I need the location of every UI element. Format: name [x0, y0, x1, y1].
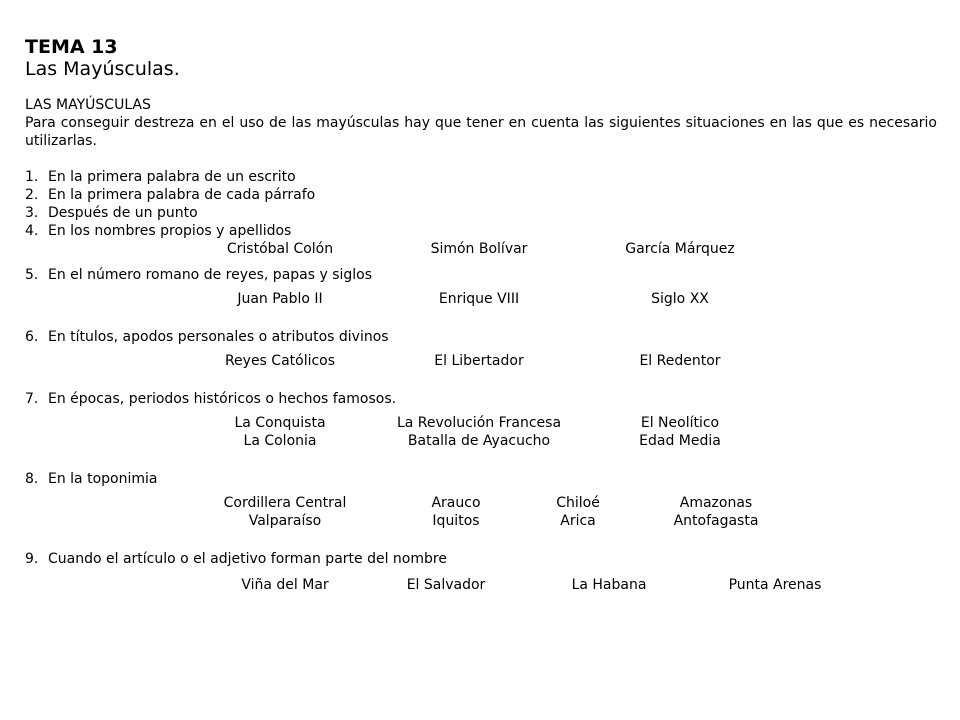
- spacer: [25, 594, 937, 600]
- rule-item: [25, 186, 937, 204]
- examples-row: [25, 494, 937, 530]
- rule-text: En títulos, apodos personales o atributos divinos: [48, 329, 389, 345]
- example-term: La Conquista La Colonia: [234, 415, 326, 449]
- rule-number: 4.: [25, 223, 39, 239]
- rule-text: En los nombres propios y apellidos: [48, 223, 292, 239]
- example-term: El Redentor: [639, 353, 721, 369]
- examples-row: [25, 290, 937, 308]
- rule-text: En el número romano de reyes, papas y siglos: [48, 267, 373, 283]
- rule-item: [25, 470, 937, 488]
- document-page: [25, 36, 937, 600]
- rule-number: 6.: [25, 329, 39, 345]
- example-term: Arauco Iquitos: [431, 495, 481, 529]
- rule-number: 3.: [25, 205, 39, 221]
- rule-text: En la primera palabra de un escrito: [48, 169, 296, 185]
- example-term: Punta Arenas: [728, 577, 822, 593]
- example-term: El Neolítico Edad Media: [639, 415, 721, 449]
- example-term: El Libertador: [434, 353, 524, 369]
- rules-list: [25, 168, 937, 600]
- example-term: Viña del Mar: [241, 577, 329, 593]
- example-term: Cordillera Central Valparaíso: [223, 495, 347, 529]
- rule-item: [25, 204, 937, 222]
- example-term: El Salvador: [406, 577, 486, 593]
- spacer: [25, 258, 937, 266]
- rule-number: 1.: [25, 169, 39, 185]
- section-intro: Para conseguir destreza en el uso de las mayúsculas hay que tener en cuenta las siguientes situaciones en las que es necesario utilizarlas.: [25, 115, 937, 149]
- rule-item: [25, 390, 937, 408]
- rule-text: Después de un punto: [48, 205, 198, 221]
- rule-item: [25, 266, 937, 284]
- example-term: La Habana: [571, 577, 647, 593]
- spacer: [25, 456, 937, 470]
- example-term: Chiloé Arica: [556, 495, 600, 529]
- rule-item: [25, 168, 937, 186]
- examples-row: [25, 352, 937, 370]
- rule-number: 9.: [25, 551, 39, 567]
- rule-text: En la toponimia: [48, 471, 158, 487]
- spacer: [25, 568, 937, 576]
- examples-row: [25, 576, 937, 594]
- rule-number: 2.: [25, 187, 39, 203]
- rule-number: 7.: [25, 391, 39, 407]
- example-term: Juan Pablo II: [237, 291, 323, 307]
- rule-number: 5.: [25, 267, 39, 283]
- spacer: [25, 376, 937, 390]
- example-term: Enrique VIII: [438, 291, 520, 307]
- document-subtitle: Las Mayúsculas.: [25, 58, 180, 80]
- spacer: [25, 536, 937, 550]
- rule-item: [25, 222, 937, 240]
- example-term: La Revolución Francesa Batalla de Ayacucho: [396, 415, 562, 449]
- rule-item: [25, 328, 937, 346]
- examples-row: [25, 240, 937, 258]
- rule-text: En épocas, periodos históricos o hechos famosos.: [48, 391, 397, 407]
- example-term: Cristóbal Colón: [226, 241, 334, 257]
- example-term: Siglo XX: [651, 291, 709, 307]
- examples-row: [25, 414, 937, 450]
- example-term: Amazonas Antofagasta: [673, 495, 759, 529]
- example-term: García Márquez: [625, 241, 735, 257]
- rule-number: 8.: [25, 471, 39, 487]
- section-label: LAS MAYÚSCULAS: [25, 97, 151, 113]
- example-term: Simón Bolívar: [430, 241, 528, 257]
- spacer: [25, 314, 937, 328]
- rule-item: [25, 550, 937, 568]
- document-title: TEMA 13: [25, 36, 118, 58]
- rule-text: En la primera palabra de cada párrafo: [48, 187, 316, 203]
- example-term: Reyes Católicos: [224, 353, 336, 369]
- rule-text: Cuando el artículo o el adjetivo forman parte del nombre: [48, 551, 447, 567]
